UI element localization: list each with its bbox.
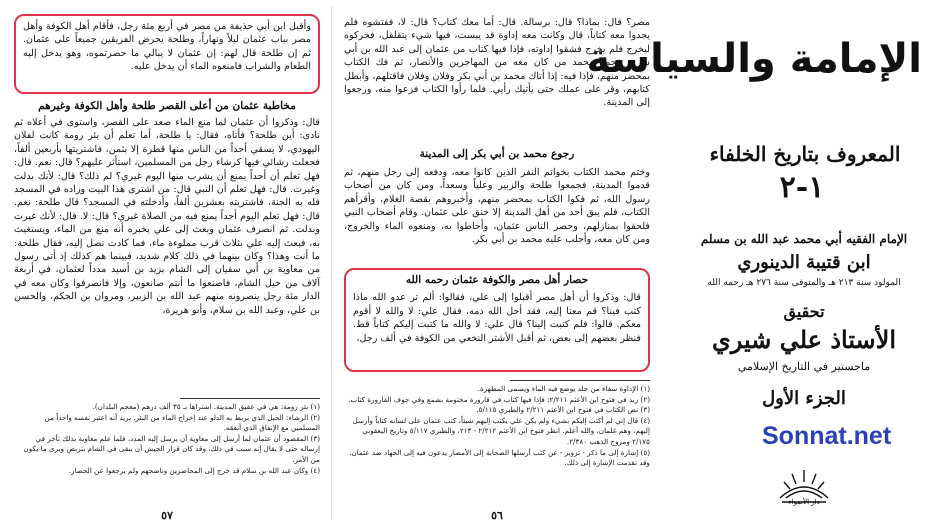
author-honorific: الإمام الفقيه أبي محمد عبد الله بن مسلم: [700, 232, 908, 246]
page-gutter: [331, 6, 332, 520]
paragraph: وأقبل ابن أبي حذيفة من مصر في أربع مئة رجل، فأقام أهل الكوفة وأهل مصر بباب عثمان ليلاً ونهاراً، وطلحة يحرض الفريقين جميعاً على عثمان. ثم إن طلحة قال لهم: إن عثمان لا يبالي ما حصرتموه، وهو يدخل إليه الطعام والشراب فامنعوه الماء أن يدخل عليه.: [23, 21, 311, 73]
page56-highlight-box: [344, 268, 650, 372]
paragraph: قال: وذكروا أن أهل مصر أقبلوا إلى علي، فقالوا: ألم تر عدو الله ماذا كتب فينا؟ قم معنا إليه، فقد أحل الله دمه، فقال علي: لا والله لا أقوم معكم. قالوا: فلم كتبت إلينا؟ قال علي: لا والله ما كتبت إليكم كتاباً قط. فنظر بعضهم إلى بعض، ثم أقبل الأشتر النخعي من الكوفة في ألف رجل،: [353, 292, 641, 344]
publisher-logo-icon: [772, 462, 836, 520]
paragraph: قال: وذكروا أن عثمان لما منع الماء صعد على القصر، واستوى في أعلاه ثم نادى: أين طلحة؟ فأتاه، فقال: يا طلحة، أما تعلم أن بئر رومة كانت لفلان اليهودي، لا يسقي أحداً من الناس منها قطرة إلا بثمن، فاشتريتها بأربعين ألفاً، فجعلت رشائي فيها كرشاء رجل من المسلمين، استأثر عليهم؟ قال: نعم. قال: فهل تعلم أن أحداً يمنع أن يشرب منها اليوم غيري؟ لم ذلك؟ قال: لأنك بدلت وغيرت. قال: فهل تعلم أن النبي قال: من اشترى هذا البيت وزاده في المسجد فله به الجنة، فاشتريته بعشرين ألفاً، وأدخلته في المسجد؟ قال طلحة: نعم. قال: فهل تعلم اليوم أحداً يمنع فيه من الصلاة غيري؟ قال: لا. قال: لأنك غيرت وبدلت. ثم انصرف عثمان وبعث إلى علي يخبره أنه منع من الماء، ويستغيث به، فبعث إليه علي بثلاث قرب مملوءة ماء، فما كادت تصل إليه، فقال طلحة: ما أنت وهذا؟ وكان بينهما في ذلك كلام شديد، فبينما هم كذلك إذ أتى رسول من معاوية بن أبي سفيان إلى الشام بزيد بن أسيد مدداً لعثمان، في أربعة آلاف من خيل الشام، فاصنعوا ما أنتم صانعون، وإلا فانصرفوا وكان معه في الدار مئة رجل ينصرونه منهم عبد الله بن الزبير، ومروان بن الحكم، والحسن بن علي، وعبد الله بن سلام، وأبو هريرة،: [14, 117, 320, 316]
cover-subtitle: المعروف بتاريخ الخلفاء: [709, 142, 901, 166]
page-number: ٥٦: [491, 509, 503, 522]
part-label: الجزء الأول: [762, 388, 846, 409]
footnote: (١) الإداوة سقاء من جلد يوضع فيه الماء ويسمى المطهرة.: [477, 384, 650, 393]
page56-heading-return: رجوع محمد بن أبي بكر إلى المدينة: [419, 148, 575, 160]
footnote: (٣) المقصود أن عثمان لما أرسل إلى معاوية أن يرسل إليه المدد، فلما علم معاوية بذلك تأخر في إرساله حتى لا يقال إنه سبب في ذلك، وقد كان قرار الجيش أن يبقى في الشام يتربص ويرى ما يكون من الأمر.: [23, 433, 320, 464]
author-dates: المولود سنة ٢١٣ هـ والمتوفى سنة ٢٧٦ هـ رحمه الله: [707, 278, 901, 288]
footnote-divider: [510, 380, 650, 381]
footnote: (٤) وكان عبد الله بن سلام قد خرج إلى المحاصرين وناصحهم ولم يرجعوا عن الحصار.: [68, 465, 320, 475]
tahqiq-label: تحقيق: [783, 302, 825, 321]
page57-highlight-box: [14, 14, 320, 94]
page57-heading-speech: مخاطبة عثمان من أعلى القصر طلحة وأهل الكوفة وغيرهم: [38, 100, 296, 112]
cover-volumes: ١-٢: [779, 170, 825, 205]
page-56: [334, 0, 660, 528]
footnote: (٣) نص الكتاب في فتوح ابن الأعثم ٢/٢١١ والطبري ٥/١١٥.: [476, 405, 650, 415]
cover-title: الإمامة والسياسة: [586, 36, 922, 82]
publisher-name: دار الأضواء: [788, 498, 820, 506]
watermark-site: Sonnat.net: [762, 422, 892, 450]
author-name: ابن قتيبة الدينوري: [737, 252, 871, 273]
footnote: (١) بئر رومة: هي في عقيق المدينة. اشتراها بـ ٣٥ ألف درهم (معجم البلدان).: [92, 402, 320, 411]
page56-footnotes: [344, 384, 650, 469]
page57-main-text: [14, 116, 320, 317]
footnote: (٢) زيد في فتوح ابن الأعثم ٢/٢١١: فإذا فيها كتاب في قارورة مختومة بشمع وفي جوف القارورة كتاب.: [348, 394, 650, 404]
editor-name: الأستاذ علي شيري: [711, 325, 897, 354]
page56-middle-text: [344, 166, 650, 246]
footnote-divider: [180, 398, 320, 399]
editor-title: ماجستير في التاريخ الإسلامي: [737, 360, 871, 373]
page57-footnotes: [14, 402, 320, 476]
page-57: [4, 0, 330, 528]
page56-box-heading: حصار أهل مصر والكوفة عثمان رحمه الله: [405, 274, 589, 286]
footnote: (٥) إشارة إلى ما ذكر - تزوير - عن كتب أرسلها الصحابة إلى الأمصار يدعون فيه إلى الجهاد ضد عثمان. وقد تقدمت الإشارة إلى ذلك.: [349, 447, 650, 468]
page56-intro-text: [344, 16, 650, 110]
footnote: (٤) قال إني لم أكتب إليكم بشيء ولم يكن علي يكتب إليهم شيئاً، كتب عثمان على لسانه كتاباً وأرسل إليهم، وهم غلمان، والله أعلم. انظر فتوح ابن الأعثم ٢/٢١٢ - ٢١٣، والطبري ٥/١١٧ وتاريخ اليعقوبي ٢/١٧٥ ومروج الذهب ٢/٣٨٠.: [352, 415, 650, 446]
paragraph: مصر؟ قال: بماذا؟ قال: برسالة. قال: أما معك كتاب؟ قال: لا، ففتشوه فلم يجدوا معه كتاباً، قال وكانت معه إداوة قد يبست، فيها شيء يتقلقل، فحركوه ليخرج فلم يخرج فشقوا إداوته، فإذا فيها كتاب من عثمان إلى عبد الله بن أبي سرح، فجمع محمد من كان معه من المهاجرين والأنصار، ثم فك الكتاب بمحضر منهم، فإذا فيه: إذا أتاك محمد بن أبي بكر وفلان وفلان فاقتلهم، وأبطل كتابهم، وقر على عملك حتى يأتيك رأيي. فلما رأوا الكتاب فزعوا منه، ورجعوا إلى المدينة.: [344, 17, 650, 109]
page-number: ٥٧: [161, 509, 173, 522]
paragraph: وختم محمد الكتاب بخواتم النفر الذين كانوا معه، ودفعه إلى رجل منهم، ثم قدموا المدينة، فجمعوا طلحة والزبير وعلياً وسعداً، ومن كان من أصحاب رسول الله، ثم فكوا الكتاب بمحضر منهم، وأخبروهم بقصة الغلام، وأقرأهم الكتاب، فلم يبق أحد من أهل المدينة إلا حنق على عثمان. وقام أصحاب النبي فلحقوا بمنازلهم، وحصر الناس عثمان، وأحاطوا به، ومنعوه الماء والخروج، ومن كان معه، وأجلب عليه محمد بن أبي بكر.: [344, 167, 650, 246]
book-cover: [586, 0, 943, 528]
footnote: (٢) الرشاء: الحبل الذي يربط به الدلو عند إخراج الماء من البئر. يريد أنه اعتبر نفسه واحداً من المسلمين مع الإنفاق الذي أنفقه.: [44, 412, 320, 433]
